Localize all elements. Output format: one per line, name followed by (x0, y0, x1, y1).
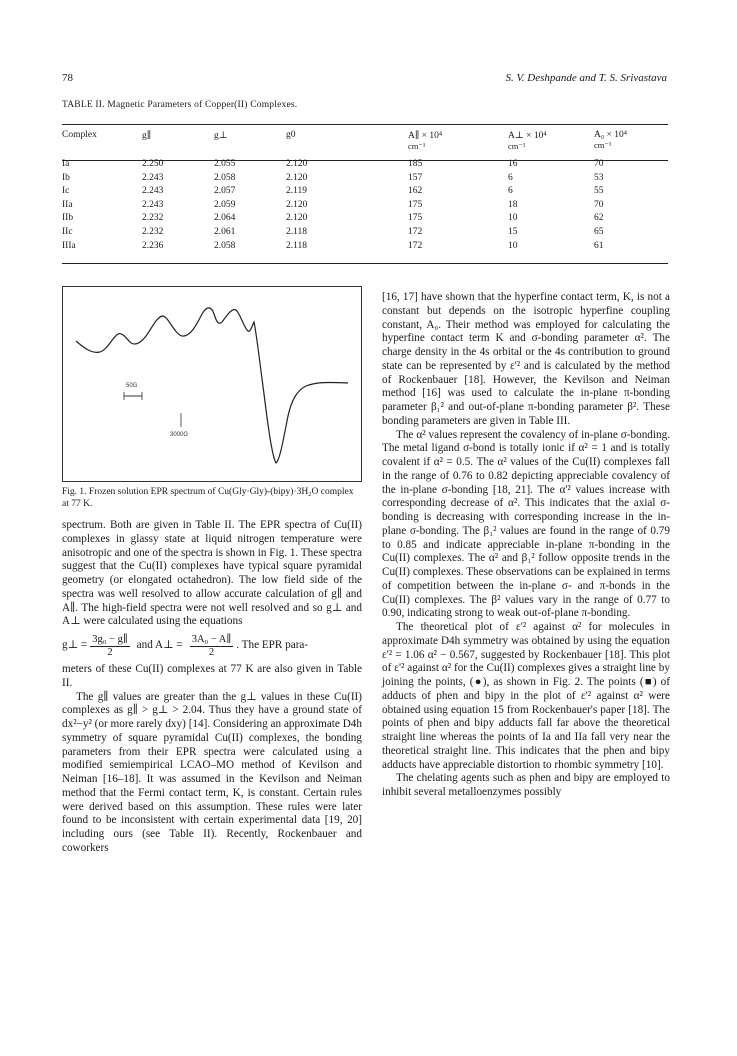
table-cell: 2.064 (214, 213, 236, 224)
table-cell: 2.232 (142, 213, 164, 224)
table-row (62, 240, 668, 254)
table-cell: 70 (594, 199, 604, 210)
table-cell: Ib (62, 172, 70, 183)
table-cell: 10 (508, 213, 518, 224)
table-cell: 70 (594, 159, 604, 169)
col-header: A∥ × 10⁴ cm⁻¹ (408, 131, 443, 151)
table-header-row (62, 130, 668, 158)
table-cell: 2.243 (142, 199, 164, 210)
table-cell: 157 (408, 172, 423, 183)
table-cell: 55 (594, 186, 604, 197)
table-top-rule (62, 124, 668, 125)
table-cell: 2.118 (286, 226, 308, 237)
table-cell: 2.120 (286, 159, 308, 169)
table-cell: 53 (594, 172, 604, 183)
paragraph: The chelating agents such as phen and bipy are employed to inhibit several metalloenzymes possibly (382, 772, 670, 798)
epr-spectrum-figure (62, 286, 362, 482)
paragraph: [16, 17] have shown that the hyperfine contact term, K, is not a constant but depends on the isotropic hyperfine coupling constant, A₀. Their method was employed for calculating the hyperfine contact term K and σ-bonding parameter α². The charge density in the 4s orbital or the 4s contribution to ground state can be represented by ε'² and is calculated by the method of Rockenbauer [18]. However, the Kevilson and Neiman method [16] was used to calculate the in-plane π-bonding parameter β₁² and out-of-plane π-bonding parameter β². These bonding parameters are given in Table III. (382, 291, 670, 427)
table-cell: 6 (508, 172, 513, 183)
figure-caption: Fig. 1. Frozen solution EPR spectrum of Cu(Gly·Gly)-(bipy)·3H₂O complex at 77 K. (62, 487, 354, 509)
table-cell: 2.243 (142, 186, 164, 197)
left-column (62, 519, 362, 856)
table-cell: 61 (594, 240, 604, 251)
col-header: g0 (286, 130, 296, 140)
table-cell: 18 (508, 199, 518, 210)
table-cell: 2.119 (286, 186, 308, 197)
col-header: g⊥ (214, 131, 228, 141)
table-cell: 2.058 (214, 172, 236, 183)
table-cell: 65 (594, 226, 604, 237)
col-header: g∥ (142, 131, 152, 141)
table-cell: 2.061 (214, 226, 236, 237)
spectrum-trace (76, 308, 348, 463)
table-cell: 62 (594, 213, 604, 224)
table-bottom-rule (62, 263, 668, 264)
paragraph: The α² values represent the covalency of in-plane σ-bonding. The metal ligand σ-bond is totally ionic if α² = 1 and is totally covalent if α² = 0.5. The α² values of the Cu(II) complexes fall in the range of 0.76 to 0.82 depicting appreciable covalency of the in-plane σ-bonding [18, 21]. The α'² values increase with corresponding decrease of α². This indicates that the axial σ-bonding is decreasing with corresponding increase in the in-plane σ-bonding. The β₁² values are found in the range of 0.79 to 0.85 and indicate appreciable in-plane π-bonding in the Cu(II) complexes. The α² and β₁² follow opposite trends in the Cu(II) complexes. These observations can be explained in terms of competition between the in-plane σ- and π-bonds in the Cu(II) complexes. The β² values vary in the range of 0.77 to 0.90, indicating strong to weak out-of-plane π-bonding. (382, 428, 670, 620)
equation: g⊥ = $\frac{\text{3g₀ − g∥}}{2}$ and A⊥ = $\frac{\text{3A₀ − A∥}}{2}$ . The EPR para- (62, 634, 309, 658)
table-cell: 175 (408, 199, 423, 210)
table-cell: Ic (62, 186, 70, 197)
paragraph: The theoretical plot of ε'² against α² for molecules in approximate D4h symmetry was obtained by using the equation ε'² = 1.06 α² − 0.567, suggested by Rockenbauer [18]. This plot of ε'² against α² for the Cu(II) complexes gives a straight line by joining the points, (●), as shown in Fig. 2. The points (■) of adducts of phen and bipy in the plot of ε'² against α² were obtained using equation 15 from Rockenbauer's paper [18]. The points of phen and bipy adducts fall far above the theoretical straight line whereas the points of Ia and IIa fall very near the theoretical straight line. This indicates that the phen and bipy adducts have appreciable distortion to rhombic symmetry [10]. (382, 621, 670, 771)
paragraph: meters of these Cu(II) complexes at 77 K are also given in Table II. (62, 663, 362, 689)
table-cell: 2.250 (142, 159, 164, 169)
table-row (62, 226, 668, 240)
table-cell: 172 (408, 226, 423, 237)
table-cell: 16 (508, 159, 518, 169)
table-row (62, 185, 668, 199)
table-cell: 15 (508, 226, 518, 237)
figure-frame (63, 287, 362, 482)
table-cell: 2.120 (286, 199, 308, 210)
table-cell: 185 (408, 159, 423, 169)
paragraph: spectrum. Both are given in Table II. The EPR spectra of Cu(II) complexes in glassy state at liquid nitrogen temperature were anisotropic and one of the spectra is shown in Fig. 1. These spectra suggest that the Cu(II) complexes have typical square pyramidal geometry (or elongated octahedron). The low field side of the spectra was well resolved to allow accurate calculation of g∥ and A∥. The high-field spectra were not well resolved and so g⊥ and A⊥ were calculated using the equations (62, 519, 362, 628)
table-cell: 172 (408, 240, 423, 251)
table-cell: 175 (408, 213, 423, 224)
table-cell: 2.243 (142, 172, 164, 183)
magnetic-parameters-table (62, 130, 668, 253)
table-cell: IIa (62, 199, 73, 210)
right-column (382, 291, 670, 800)
table-cell: 2.120 (286, 213, 308, 224)
col-header: A₀ × 10⁴ cm⁻¹ (594, 130, 628, 150)
table-cell: 2.057 (214, 186, 236, 197)
table-row (62, 199, 668, 213)
table-cell: 2.118 (286, 240, 308, 251)
table-cell: 2.055 (214, 159, 236, 169)
col-header: Complex (62, 130, 97, 140)
scale-label: 50G (126, 383, 138, 389)
table-row (62, 172, 668, 186)
table-cell: 2.058 (214, 240, 236, 251)
table-cell: 2.120 (286, 172, 308, 183)
table-cell: 6 (508, 186, 513, 197)
table-cell: 2.236 (142, 240, 164, 251)
table-cell: 162 (408, 186, 423, 197)
running-head: S. V. Deshpande and T. S. Srivastava (505, 72, 667, 84)
paragraph: The g∥ values are greater than the g⊥ values in these Cu(II) complexes as g∥ > g⊥ > 2.04. Thus they have a ground state of dx²−y² (or more rarely dxy) [14]. Considering an approximate D4h symmetry of square pyramidal Cu(II) complexes, the bonding parameters from their EPR spectra were calculated using a modified semiempirical LCAO–MO method of Kevilson and Neiman [16–18]. It was assumed in the Kevilson and Neiman method that the Fermi contact term, K, is constant. Certain rules were derived based on this assumption. These rules were later found to be inconsistent with certain experimental data [19, 20] including ours (see Table II). Recently, Rockenbauer and coworkers (62, 690, 362, 854)
table-cell: IIb (62, 213, 74, 224)
page-number: 78 (62, 72, 73, 84)
table-cell: IIc (62, 226, 73, 237)
table-cell: 2.059 (214, 199, 236, 210)
table-cell: Ia (62, 159, 70, 169)
table-cell: 2.232 (142, 226, 164, 237)
table-caption: TABLE II. Magnetic Parameters of Copper(II) Complexes. (62, 100, 298, 110)
table-row (62, 158, 668, 172)
table-cell: IIIa (62, 240, 76, 251)
col-header: A⊥ × 10⁴ cm⁻¹ (508, 131, 547, 151)
table-row (62, 212, 668, 226)
table-cell: 10 (508, 240, 518, 251)
field-label: 3000G (170, 432, 189, 438)
